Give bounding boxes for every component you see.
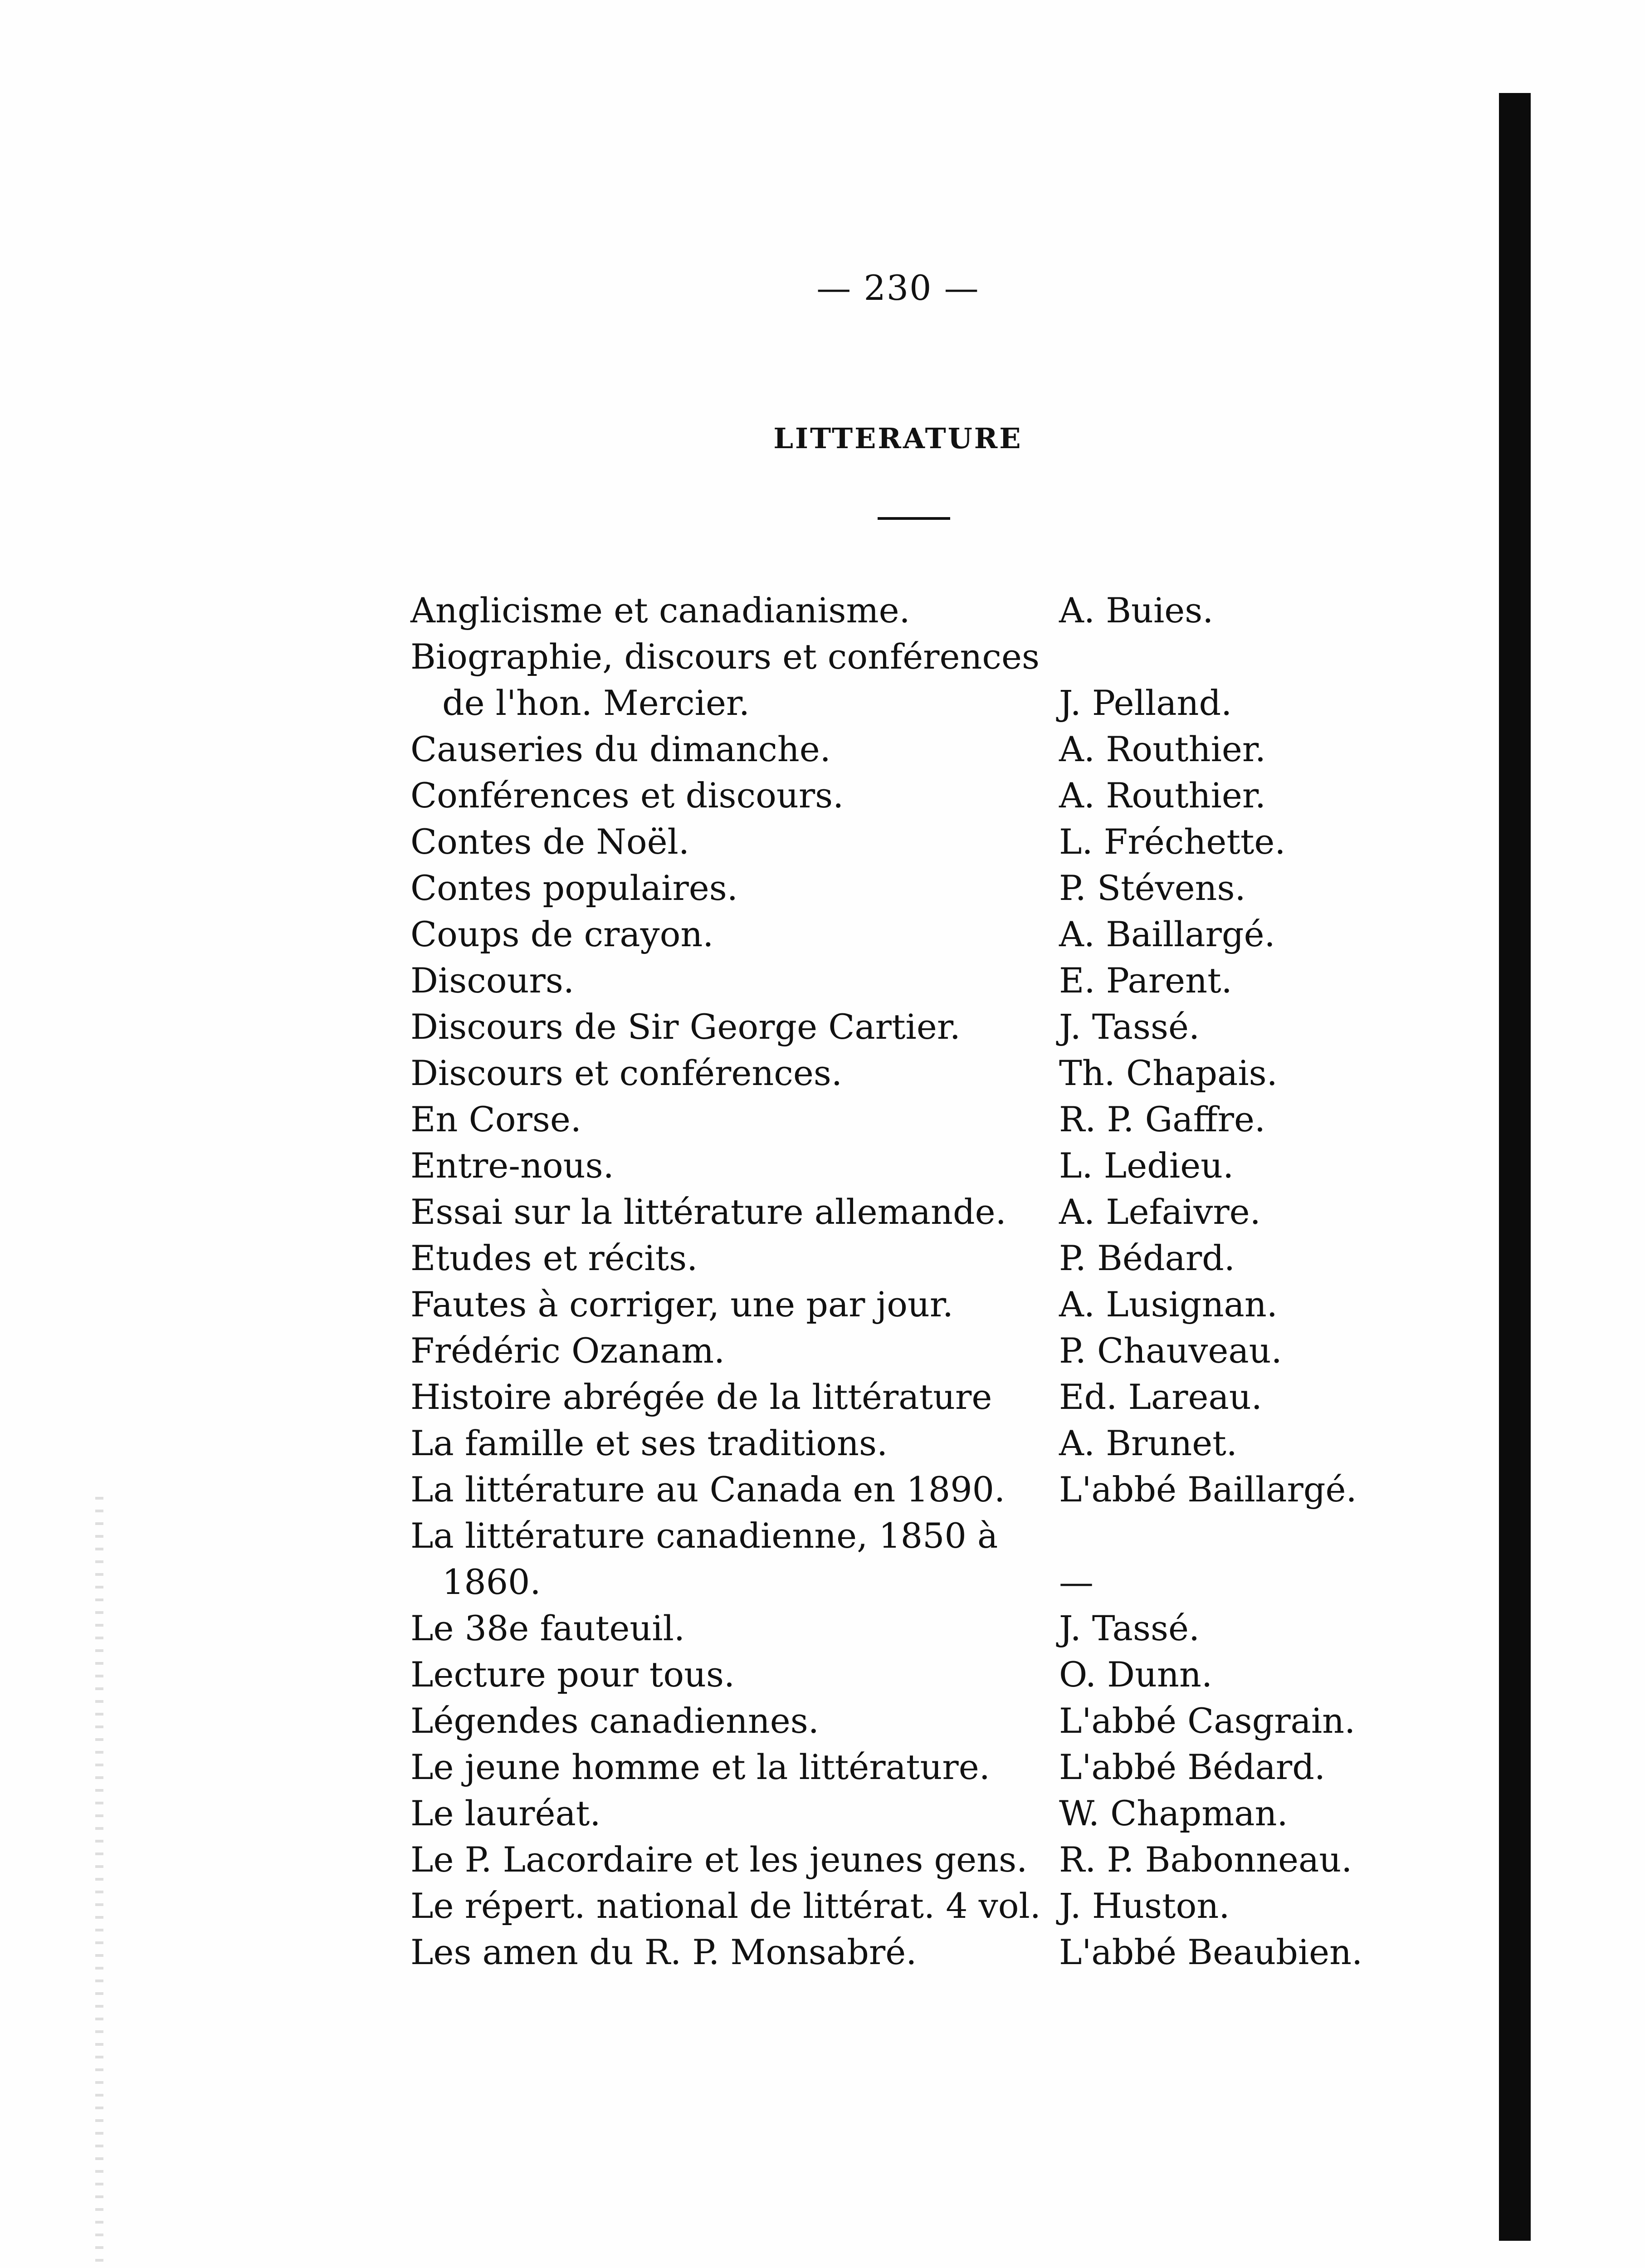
author-spacer xyxy=(1059,634,1367,680)
entry-title xyxy=(410,1837,1045,1883)
entry-title xyxy=(410,1235,1045,1281)
entry-title xyxy=(410,865,1045,911)
entry-title-text: En Corse. xyxy=(410,1099,581,1139)
entry-title-text: Légendes canadiennes. xyxy=(410,1701,819,1741)
entry-author xyxy=(1045,958,1367,1004)
entry-title-text: Contes populaires. xyxy=(410,868,738,908)
entry-title xyxy=(410,1004,1045,1050)
entry-author-text: A. Routhier. xyxy=(1059,775,1266,816)
entry-author xyxy=(1045,772,1367,819)
entry-title xyxy=(410,1143,1045,1189)
entry-author-text: E. Parent. xyxy=(1059,960,1232,1001)
entry-title-text: La littérature canadienne, 1850 à xyxy=(410,1515,998,1556)
list-item xyxy=(410,865,1367,911)
entry-title-continuation: de l'hon. Mercier. xyxy=(442,683,750,723)
list-item xyxy=(410,1281,1367,1328)
entry-author-text: — xyxy=(1059,1562,1093,1602)
entry-title xyxy=(410,587,1045,634)
entry-author-text: P. Bédard. xyxy=(1059,1238,1235,1278)
list-item xyxy=(410,1004,1367,1050)
binding-edge-shadow xyxy=(1499,93,1531,2241)
list-item xyxy=(410,1466,1367,1513)
list-item xyxy=(410,1513,1367,1605)
entry-title-text: Le jeune homme et la littérature. xyxy=(410,1747,990,1787)
entry-author xyxy=(1045,1189,1367,1235)
list-item xyxy=(410,1837,1367,1883)
list-item xyxy=(410,1883,1367,1929)
entry-author xyxy=(1045,1420,1367,1466)
entry-title-text: Entre-nous. xyxy=(410,1145,614,1186)
entry-author xyxy=(1045,911,1367,958)
entry-author-text: L'abbé Baillargé. xyxy=(1059,1469,1357,1510)
entry-author-text: J. Tassé. xyxy=(1059,1608,1200,1648)
entry-title xyxy=(410,726,1045,772)
entry-author-text: L'abbé Bédard. xyxy=(1059,1747,1326,1787)
gutter-specks xyxy=(95,1497,103,2268)
entry-author xyxy=(1045,1837,1367,1883)
list-item xyxy=(410,1698,1367,1744)
list-item xyxy=(410,587,1367,634)
author-spacer xyxy=(1059,1513,1367,1559)
entry-title xyxy=(410,1096,1045,1143)
entry-title xyxy=(410,1605,1045,1652)
entry-author xyxy=(1045,1235,1367,1281)
entry-title-text: Fautes à corriger, une par jour. xyxy=(410,1284,954,1325)
list-item xyxy=(410,819,1367,865)
entry-title-text: Discours de Sir George Cartier. xyxy=(410,1007,961,1047)
entry-author-text: L. Ledieu. xyxy=(1059,1145,1234,1186)
entry-author xyxy=(1045,865,1367,911)
entry-author-text: J. Tassé. xyxy=(1059,1007,1200,1047)
entry-title-text: Discours. xyxy=(410,960,574,1001)
entry-author-text: L'abbé Casgrain. xyxy=(1059,1701,1356,1741)
entry-author xyxy=(1045,634,1367,726)
entry-title-text: Le P. Lacordaire et les jeunes gens. xyxy=(410,1839,1028,1880)
entry-author xyxy=(1045,1883,1367,1929)
list-item xyxy=(410,1189,1367,1235)
list-item xyxy=(410,634,1367,726)
entry-title-text: La littérature au Canada en 1890. xyxy=(410,1469,1006,1510)
entry-author xyxy=(1045,1698,1367,1744)
entry-title xyxy=(410,1652,1045,1698)
page-number: — 230 — xyxy=(816,268,980,308)
entry-title xyxy=(410,1929,1045,1975)
entry-author-text: W. Chapman. xyxy=(1059,1793,1288,1833)
entry-title-text: Le lauréat. xyxy=(410,1793,601,1833)
entry-author xyxy=(1045,1513,1367,1605)
entry-author-text: J. Huston. xyxy=(1059,1886,1230,1926)
list-item xyxy=(410,1652,1367,1698)
list-item xyxy=(410,911,1367,958)
entry-title-text: Anglicisme et canadianisme. xyxy=(410,590,910,631)
entry-title-text: La famille et ses traditions. xyxy=(410,1423,888,1463)
entry-title xyxy=(410,911,1045,958)
entry-title-text: Causeries du dimanche. xyxy=(410,729,831,769)
entry-author xyxy=(1045,1744,1367,1790)
entry-title xyxy=(410,1050,1045,1096)
entry-author-text: P. Stévens. xyxy=(1059,868,1246,908)
entry-author xyxy=(1045,1466,1367,1513)
entry-author xyxy=(1045,1143,1367,1189)
entry-author-text: J. Pelland. xyxy=(1059,683,1232,723)
list-item xyxy=(410,1420,1367,1466)
entry-title xyxy=(410,1420,1045,1466)
entry-title xyxy=(410,1790,1045,1837)
entry-title-continuation: 1860. xyxy=(442,1562,541,1602)
entry-author-text: A. Routhier. xyxy=(1059,729,1266,769)
entry-author-text: O. Dunn. xyxy=(1059,1654,1213,1695)
entry-author xyxy=(1045,1096,1367,1143)
list-item xyxy=(410,1143,1367,1189)
entry-title-text: Frédéric Ozanam. xyxy=(410,1330,725,1371)
list-item xyxy=(410,726,1367,772)
entry-author xyxy=(1045,1004,1367,1050)
entry-title-text: Etudes et récits. xyxy=(410,1238,698,1278)
entry-title-text: Histoire abrégée de la littérature xyxy=(410,1377,992,1417)
entry-title xyxy=(410,1328,1045,1374)
entry-title-text: Lecture pour tous. xyxy=(410,1654,735,1695)
list-item xyxy=(410,1605,1367,1652)
list-item xyxy=(410,1096,1367,1143)
entry-title xyxy=(410,1513,1045,1605)
entry-author-text: A. Buies. xyxy=(1059,590,1214,631)
section-title: LITTERATURE xyxy=(773,422,1023,455)
entry-title xyxy=(410,634,1045,726)
entry-author xyxy=(1045,1605,1367,1652)
list-item xyxy=(410,1050,1367,1096)
entry-title xyxy=(410,958,1045,1004)
entry-title xyxy=(410,772,1045,819)
entry-author xyxy=(1045,1652,1367,1698)
list-item xyxy=(410,1744,1367,1790)
list-item xyxy=(410,1374,1367,1420)
entry-author-text: R. P. Gaffre. xyxy=(1059,1099,1266,1139)
entry-title xyxy=(410,1374,1045,1420)
entry-author-text: A. Lefaivre. xyxy=(1059,1192,1261,1232)
entry-author xyxy=(1045,1790,1367,1837)
entry-title-text: Le répert. national de littérat. 4 vol. xyxy=(410,1886,1041,1926)
entry-author xyxy=(1045,1929,1367,1975)
entry-author-text: A. Lusignan. xyxy=(1059,1284,1278,1325)
entry-author xyxy=(1045,587,1367,634)
entry-author-text: L'abbé Beaubien. xyxy=(1059,1932,1363,1972)
entry-title-text: Biographie, discours et conférences xyxy=(410,636,1040,677)
entry-author xyxy=(1045,1328,1367,1374)
entry-title-text: Discours et conférences. xyxy=(410,1053,843,1093)
list-item xyxy=(410,1790,1367,1837)
entry-title-text: Les amen du R. P. Monsabré. xyxy=(410,1932,917,1972)
list-item xyxy=(410,1328,1367,1374)
entry-title xyxy=(410,819,1045,865)
entry-author-text: L. Fréchette. xyxy=(1059,821,1286,862)
entry-author-text: A. Brunet. xyxy=(1059,1423,1237,1463)
entry-title-text: Le 38e fauteuil. xyxy=(410,1608,685,1648)
entry-title xyxy=(410,1744,1045,1790)
entry-author xyxy=(1045,1374,1367,1420)
entry-author-text: Ed. Lareau. xyxy=(1059,1377,1262,1417)
entry-title xyxy=(410,1698,1045,1744)
list-item xyxy=(410,1235,1367,1281)
list-item xyxy=(410,1929,1367,1975)
entry-author xyxy=(1045,726,1367,772)
entry-title-text: Conférences et discours. xyxy=(410,775,844,816)
entry-author xyxy=(1045,1281,1367,1328)
entry-author xyxy=(1045,1050,1367,1096)
entry-author-text: P. Chauveau. xyxy=(1059,1330,1282,1371)
entry-author xyxy=(1045,819,1367,865)
entry-title xyxy=(410,1466,1045,1513)
entry-title-text: Contes de Noël. xyxy=(410,821,690,862)
entry-author-text: R. P. Babonneau. xyxy=(1059,1839,1352,1880)
entry-title xyxy=(410,1281,1045,1328)
entry-author-text: A. Baillargé. xyxy=(1059,914,1275,954)
entry-title xyxy=(410,1883,1045,1929)
entry-title-text: Coups de crayon. xyxy=(410,914,714,954)
title-divider xyxy=(878,517,950,520)
bibliography-list xyxy=(410,587,1367,1975)
entry-author-text: Th. Chapais. xyxy=(1059,1053,1278,1093)
entry-title-text: Essai sur la littérature allemande. xyxy=(410,1192,1006,1232)
list-item xyxy=(410,772,1367,819)
list-item xyxy=(410,958,1367,1004)
entry-title xyxy=(410,1189,1045,1235)
